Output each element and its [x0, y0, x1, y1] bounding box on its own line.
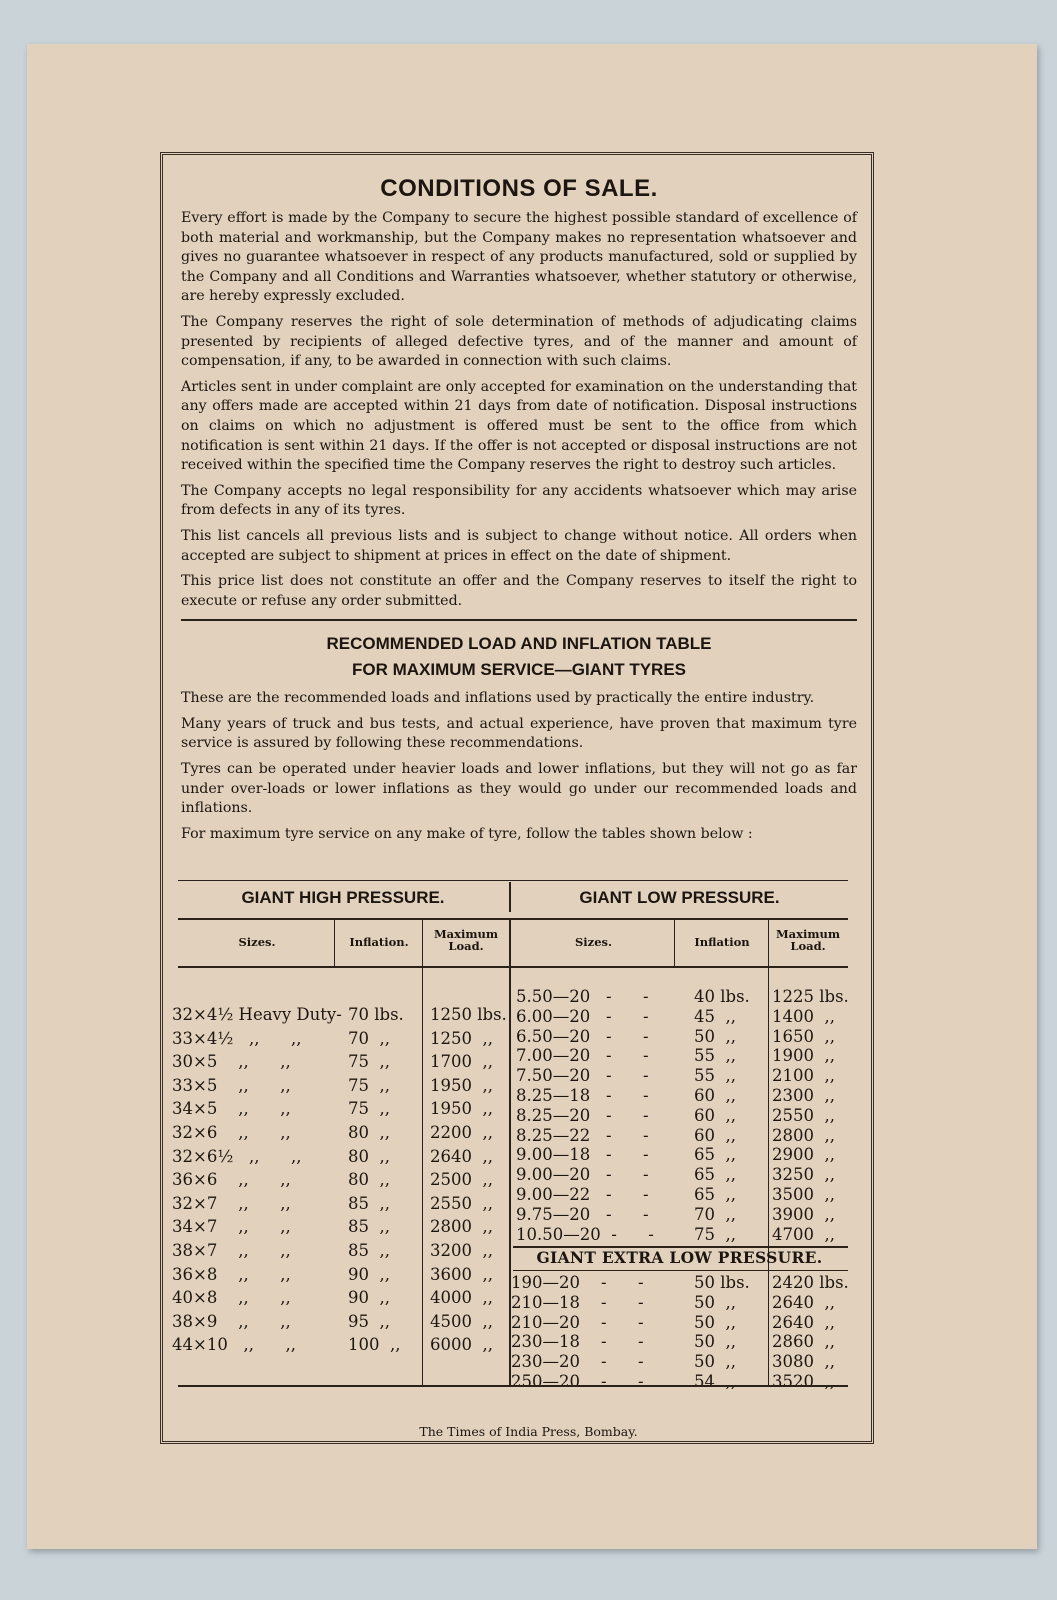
low-pressure-inflation-cell: 65 ,,	[694, 1185, 736, 1204]
extra-low-pressure-size-cell: 230—18 - -	[511, 1332, 644, 1352]
high-pressure-load-cell: 3600 ,,	[430, 1264, 493, 1284]
extra-low-pressure-row	[178, 1351, 848, 1373]
low-pressure-size-cell: 6.00—20 - -	[516, 1006, 649, 1026]
high-pressure-inflation-cell: 90 ,,	[348, 1264, 390, 1284]
low-pressure-inflation-cell: 70 ,,	[694, 1204, 736, 1224]
low-pressure-row	[178, 1184, 848, 1206]
high-pressure-inflation-cell: 75 ,,	[348, 1052, 390, 1072]
recommended-paragraph: These are the recommended loads and inflations used by practically the entire industry.	[181, 690, 815, 707]
low-pressure-size-cell: 9.00—20 - -	[516, 1165, 649, 1185]
low-pressure-load-cell: 4700 ,,	[772, 1224, 835, 1244]
low-pressure-row	[178, 1006, 848, 1028]
high-pressure-load-cell: 1950 ,,	[430, 1099, 493, 1119]
high-pressure-load-cell: 1950 ,,	[430, 1075, 493, 1095]
table-top-rule	[178, 880, 848, 881]
recommended-paragraph: Many years of truck and bus tests, and actual experience, have proven that maximum tyre service is assured by following these recommendations.	[181, 715, 857, 752]
low-pressure-size-cell: 9.75—20 - -	[516, 1204, 649, 1224]
low-pressure-inflation-cell: 65 ,,	[694, 1165, 736, 1185]
high-pressure-size-cell: 44×10 ,, ,,	[172, 1335, 296, 1355]
low-pressure-inflation-cell: 60 ,,	[694, 1086, 736, 1105]
extra-low-pressure-inflation-cell: 50 lbs.	[694, 1273, 750, 1292]
low-pressure-row	[178, 1026, 848, 1048]
extra-low-pressure-load-cell: 2640 ,,	[772, 1312, 835, 1332]
high-pressure-inflation-cell: 80 ,,	[348, 1170, 390, 1190]
conditions-paragraph: The Company accepts no legal responsibility for any accidents whatsoever which may arise from defects in any of its tyres.	[181, 482, 857, 519]
low-pressure-row	[178, 1085, 848, 1107]
low-pressure-size-cell: 7.00—20 - -	[516, 1046, 649, 1066]
extra-low-pressure-inflation-cell: 50 ,,	[694, 1312, 736, 1332]
col-divider	[674, 920, 675, 966]
high-pressure-inflation-cell: 70 lbs.	[348, 1005, 404, 1024]
extra-low-pressure-size-cell: 250—20 - -	[511, 1372, 644, 1391]
high-pressure-size-cell: 40×8 ,, ,,	[172, 1288, 291, 1308]
high-pressure-inflation-cell: 85 ,,	[348, 1193, 390, 1213]
high-pressure-load-cell: 2800 ,,	[430, 1217, 493, 1237]
high-pressure-load-cell: 2500 ,,	[430, 1170, 493, 1190]
recommended-title-line1: RECOMMENDED LOAD AND INFLATION TABLE	[326, 634, 712, 654]
low-pressure-row	[178, 986, 848, 1008]
high-pressure-size-cell: 32×6½ ,, ,,	[172, 1146, 302, 1166]
low-pressure-size-cell: 6.50—20 - -	[516, 1026, 649, 1046]
extra-low-pressure-load-cell: 2420 lbs.	[772, 1273, 849, 1292]
conditions-paragraph: Articles sent in under complaint are only accepted for examination on the understanding that any offers made are accepted within 21 days from date of notification. Disposal instructions on claims on which no adjustment is offered must be sent to the office from which notification is sent within 21 days. If the offer is not accepted or disposal instructions are not received within the specified time the Company reserves the right to destroy such articles.	[181, 378, 857, 474]
high-pressure-load-cell: 2550 ,,	[430, 1193, 493, 1213]
low-pressure-row	[178, 1224, 848, 1246]
high-load-header: Maximum Load.	[433, 927, 499, 953]
high-pressure-inflation-cell: 90 ,,	[348, 1288, 390, 1308]
extra-low-pressure-size-cell: 210—20 - -	[511, 1312, 644, 1332]
low-pressure-row	[178, 1105, 848, 1127]
recommended-title-line2: FOR MAXIMUM SERVICE—GIANT TYRES	[351, 660, 687, 680]
low-pressure-row	[178, 1065, 848, 1087]
high-pressure-load-cell: 2200 ,,	[430, 1123, 493, 1142]
low-pressure-load-cell: 2550 ,,	[772, 1105, 835, 1125]
low-inflation-header: Inflation	[694, 935, 750, 949]
high-pressure-inflation-cell: 70 ,,	[348, 1028, 390, 1048]
conditions-paragraph: The Company reserves the right of sole determination of methods of adjudicating claims presented by recipients of alleged defective tyres, and of the manner and amount of compensation, if any, to be awarded in connection with such claims.	[181, 313, 857, 370]
low-pressure-row	[178, 1204, 848, 1226]
high-pressure-inflation-cell: 100 ,,	[348, 1335, 401, 1355]
low-pressure-inflation-cell: 75 ,,	[694, 1224, 736, 1244]
header-bottom-rule	[178, 966, 848, 968]
low-pressure-load-cell: 3900 ,,	[772, 1204, 835, 1224]
low-pressure-inflation-cell: 50 ,,	[694, 1026, 736, 1046]
extra-low-pressure-size-cell: 190—20 - -	[511, 1273, 644, 1292]
low-pressure-load-cell: 2100 ,,	[772, 1066, 835, 1086]
extra-low-pressure-row	[178, 1292, 848, 1314]
low-pressure-row	[178, 1125, 848, 1147]
high-pressure-size-cell: 38×7 ,, ,,	[172, 1241, 291, 1260]
extra-low-pressure-size-cell: 210—18 - -	[511, 1292, 644, 1312]
low-pressure-title: GIANT LOW PRESSURE.	[579, 888, 780, 907]
low-pressure-size-cell: 9.00—18 - -	[516, 1145, 649, 1165]
extra-low-pressure-load-cell: 2640 ,,	[772, 1292, 835, 1312]
col-divider	[334, 920, 335, 966]
load-inflation-table	[172, 880, 849, 1410]
section-divider	[181, 619, 857, 621]
low-pressure-size-cell: 8.25—18 - -	[516, 1086, 649, 1105]
conditions-title: CONDITIONS OF SALE.	[380, 175, 658, 202]
low-pressure-load-cell: 1225 lbs.	[772, 987, 849, 1006]
low-pressure-inflation-cell: 55 ,,	[694, 1046, 736, 1066]
high-pressure-inflation-cell: 85 ,,	[348, 1217, 390, 1237]
extra-low-pressure-row	[178, 1331, 848, 1353]
low-pressure-size-cell: 10.50—20 - -	[516, 1224, 654, 1244]
high-pressure-inflation-cell: 85 ,,	[348, 1241, 390, 1260]
extra-low-pressure-load-cell: 2860 ,,	[772, 1332, 835, 1352]
low-pressure-load-cell: 1400 ,,	[772, 1006, 835, 1026]
extra-low-pressure-title: GIANT EXTRA LOW PRESSURE.	[536, 1248, 823, 1267]
high-pressure-size-cell: 30×5 ,, ,,	[172, 1052, 291, 1072]
low-pressure-size-cell: 7.50—20 - -	[516, 1066, 649, 1086]
low-pressure-load-cell: 1900 ,,	[772, 1046, 835, 1066]
high-pressure-size-cell: 32×6 ,, ,,	[172, 1123, 291, 1142]
low-pressure-inflation-cell: 60 ,,	[694, 1125, 736, 1145]
extra-low-pressure-load-cell: 3080 ,,	[772, 1352, 835, 1372]
low-pressure-load-cell: 2300 ,,	[772, 1086, 835, 1105]
high-pressure-size-cell: 36×6 ,, ,,	[172, 1170, 291, 1190]
high-inflation-header: Inflation.	[349, 935, 409, 949]
low-pressure-row	[178, 1045, 848, 1067]
low-pressure-inflation-cell: 45 ,,	[694, 1006, 736, 1026]
printer-footer: The Times of India Press, Bombay.	[419, 1424, 638, 1439]
recommended-paragraph: For maximum tyre service on any make of tyre, follow the tables shown below :	[181, 825, 753, 842]
conditions-paragraph: This price list does not constitute an offer and the Company reserves to itself the right to execute or refuse any order submitted.	[181, 573, 857, 609]
extra-low-pressure-inflation-cell: 54 ,,	[694, 1372, 736, 1391]
extra-low-pressure-inflation-cell: 50 ,,	[694, 1292, 736, 1312]
high-pressure-load-cell: 4000 ,,	[430, 1288, 493, 1308]
low-pressure-load-cell: 2800 ,,	[772, 1125, 835, 1145]
low-pressure-inflation-cell: 55 ,,	[694, 1066, 736, 1086]
low-pressure-load-cell: 2900 ,,	[772, 1145, 835, 1165]
high-pressure-load-cell: 4500 ,,	[430, 1311, 493, 1331]
high-pressure-size-cell: 38×9 ,, ,,	[172, 1311, 291, 1331]
low-pressure-size-cell: 8.25—20 - -	[516, 1105, 649, 1125]
low-sizes-header: Sizes.	[575, 935, 612, 949]
conditions-paragraph: This list cancels all previous lists and is subject to change without notice. All orders when accepted are subject to shipment at prices in effect on the date of shipment.	[181, 527, 857, 564]
low-pressure-inflation-cell: 40 lbs.	[694, 987, 750, 1006]
high-pressure-load-cell: 2640 ,,	[430, 1146, 493, 1166]
high-pressure-load-cell: 1250 ,,	[430, 1028, 493, 1048]
low-pressure-row	[178, 1164, 848, 1186]
header-top-rule	[178, 918, 848, 920]
recommended-title	[181, 631, 857, 683]
high-pressure-size-cell: 34×7 ,, ,,	[172, 1217, 291, 1237]
extra-low-pressure-row	[178, 1272, 848, 1294]
extra-low-pressure-row	[178, 1371, 848, 1393]
table-bottom-rule	[178, 1385, 848, 1387]
low-pressure-row	[178, 1144, 848, 1166]
high-pressure-size-cell: 32×7 ,, ,,	[172, 1193, 291, 1213]
extra-low-pressure-size-cell: 230—20 - -	[511, 1352, 644, 1372]
low-load-header: Maximum Load.	[775, 927, 841, 953]
high-pressure-inflation-cell: 80 ,,	[348, 1123, 390, 1142]
extra-low-pressure-row	[178, 1312, 848, 1334]
low-pressure-size-cell: 8.25—22 - -	[516, 1125, 649, 1145]
extra-low-pressure-inflation-cell: 50 ,,	[694, 1352, 736, 1372]
high-sizes-header: Sizes.	[238, 935, 276, 949]
extra-low-pressure-inflation-cell: 50 ,,	[694, 1332, 736, 1352]
high-pressure-size-cell: 33×4½ ,, ,,	[172, 1028, 302, 1048]
extra-low-header-rule	[513, 1270, 848, 1271]
high-pressure-load-cell: 1700 ,,	[430, 1052, 493, 1072]
high-pressure-inflation-cell: 95 ,,	[348, 1311, 390, 1331]
high-pressure-load-cell: 3200 ,,	[430, 1241, 493, 1260]
high-pressure-title: GIANT HIGH PRESSURE.	[241, 888, 445, 907]
low-pressure-inflation-cell: 60 ,,	[694, 1105, 736, 1125]
high-pressure-inflation-cell: 80 ,,	[348, 1146, 390, 1166]
high-pressure-load-cell: 6000 ,,	[430, 1335, 493, 1355]
high-pressure-size-cell: 36×8 ,, ,,	[172, 1264, 291, 1284]
conditions-paragraph: Every effort is made by the Company to secure the highest possible standard of excellence of both material and workmanship, but the Company makes no representation whatsoever and gives no guarantee whatsoever in respect of any products manufactured, sold or supplied by the Company and all Conditions and Warranties whatsoever, whether statutory or otherwise, are hereby expressly excluded.	[181, 210, 857, 305]
extra-low-pressure-load-cell: 3520 ,,	[772, 1372, 835, 1391]
recommended-paragraph: Tyres can be operated under heavier loads and lower inflations, but they will not go as far under over-loads or lower inflations as they would go under our recommended loads and inflations.	[181, 761, 857, 817]
low-pressure-size-cell: 5.50—20 - -	[516, 987, 649, 1006]
high-pressure-size-cell: 33×5 ,, ,,	[172, 1075, 291, 1095]
conditions-section	[181, 155, 857, 850]
low-pressure-inflation-cell: 65 ,,	[694, 1145, 736, 1165]
low-pressure-load-cell: 1650 ,,	[772, 1026, 835, 1046]
high-pressure-load-cell: 1250 lbs.	[430, 1005, 507, 1024]
low-pressure-load-cell: 3250 ,,	[772, 1165, 835, 1185]
high-pressure-inflation-cell: 75 ,,	[348, 1099, 390, 1119]
title-divider	[509, 882, 511, 912]
low-pressure-load-cell: 3500 ,,	[772, 1185, 835, 1204]
high-pressure-size-cell: 32×4½ Heavy Duty-	[172, 1005, 342, 1024]
low-pressure-size-cell: 9.00—22 - -	[516, 1185, 649, 1204]
high-pressure-size-cell: 34×5 ,, ,,	[172, 1099, 291, 1119]
high-pressure-inflation-cell: 75 ,,	[348, 1075, 390, 1095]
